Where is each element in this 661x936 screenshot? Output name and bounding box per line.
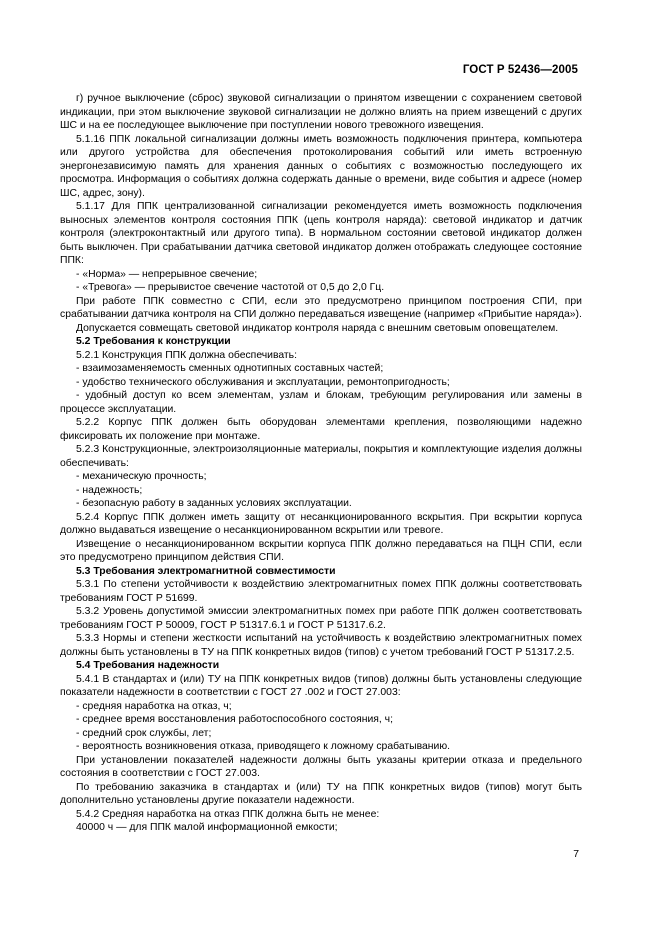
paragraph: При установлении показателей надежности должны быть указаны критерии отказа и предельного состояния в соответствии с ГОСТ 27.003.: [60, 754, 582, 779]
paragraph: По требованию заказчика в стандартах и (или) ТУ на ППК конкретных видов (типов) могут быть дополнительно установлены другие показатели надежности.: [60, 781, 582, 806]
list-item: - среднее время восстановления работоспособного состояния, ч;: [76, 714, 393, 725]
paragraph: 40000 ч — для ППК малой информационной емкости;: [76, 822, 338, 833]
section-heading: 5.2 Требования к конструкции: [76, 336, 231, 347]
paragraph: 5.2.2 Корпус ППК должен быть оборудован элементами крепления, позволяющими надежно фиксировать их положение при монтаже.: [60, 417, 582, 442]
list-item: - «Тревога» — прерывистое свечение частотой от 0,5 до 2,0 Гц.: [76, 282, 385, 293]
paragraph: 5.1.16 ППК локальной сигнализации должны иметь возможность подключения принтера, компьютера или другого устройства для обеспечения протоколирования событий или иметь встроенную энергонезависимую память для хранения данных о событиях с возможностью последующего их просмотра. Информация о событиях должна содержать данные о времени, виде события и адресе (номер ШС, адрес, зону).: [60, 133, 582, 199]
list-item: - вероятность возникновения отказа, приводящего к ложному срабатыванию.: [76, 741, 451, 752]
document-body: [60, 92, 582, 835]
paragraph: 5.1.17 Для ППК централизованной сигнализации рекомендуется иметь возможность подключения выносных элементов контроля состояния ППК (цепь контроля наряда): световой индикатор и датчик контроля (электроконтактный или другого типа). В нормальном состоянии световой индикатор должен быть выключен. При срабатывании датчика световой индикатор должен отображать следующее состояние ППК:: [60, 201, 582, 266]
paragraph: 5.2.3 Конструкционные, электроизоляционные материалы, покрытия и комплектующие изделия должны обеспечивать:: [60, 444, 582, 469]
list-item: - «Норма» — непрерывное свечение;: [76, 268, 258, 280]
paragraph: 5.2.1 Конструкция ППК должна обеспечивать:: [76, 349, 297, 361]
list-item: - взаимозаменяемость сменных однотипных составных частей;: [76, 363, 384, 374]
paragraph: 5.3.3 Нормы и степени жесткости испытаний на устойчивость к воздействию электромагнитных помех должны быть установлены в ТУ на ППК конкретных видов (типов) с учетом требований ГОСТ Р 51317.2.5.: [60, 633, 582, 658]
list-item: - средний срок службы, лет;: [76, 727, 212, 739]
list-item: - удобный доступ ко всем элементам, узлам и блокам, требующим регулирования или замены в процессе эксплуатации.: [60, 390, 582, 415]
paragraph: Допускается совмещать световой индикатор контроля наряда с внешним световым оповещателем.: [76, 322, 559, 334]
paragraph: Извещение о несанкционированном вскрытии корпуса ППК должно передаваться на ПЦН СПИ, если это предусмотрено принципом действия СПИ.: [60, 538, 582, 563]
paragraph: При работе ППК совместно с СПИ, если это предусмотрено принципом построения СПИ, при срабатывании датчика контроля на СПИ должно передаваться извещение (например «Прибытие наряда»).: [60, 295, 582, 320]
list-item: - средняя наработка на отказ, ч;: [76, 700, 232, 712]
paragraph: 5.3.2 Уровень допустимой эмиссии электромагнитных помех при работе ППК должен соответствовать требованиям ГОСТ Р 50009, ГОСТ Р 51317.6.1 и ГОСТ Р 51317.6.2.: [60, 606, 582, 631]
paragraph: 5.4.1 В стандартах и (или) ТУ на ППК конкретных видов (типов) должны быть установлены следующие показатели надежности в соответствии с ГОСТ 27 .002 и ГОСТ 27.003:: [60, 673, 582, 698]
paragraph: 5.4.2 Средняя наработка на отказ ППК должна быть не менее:: [76, 808, 380, 820]
paragraph: 5.2.4 Корпус ППК должен иметь защиту от несанкционированного вскрытия. При вскрытии корпуса должно выдаваться извещение о несанкционированном вскрытии или тревоге.: [60, 511, 582, 536]
list-item: - механическую прочность;: [76, 471, 207, 482]
list-item: - удобство технического обслуживания и эксплуатации, ремонтопригодность;: [76, 376, 450, 388]
section-heading: 5.4 Требования надежности: [76, 660, 220, 671]
section-heading: 5.3 Требования электромагнитной совместимости: [76, 565, 336, 577]
list-item: - надежность;: [76, 484, 143, 496]
document-code-header: ГОСТ Р 52436—2005: [462, 64, 578, 76]
list-item: - безопасную работу в заданных условиях эксплуатации.: [76, 498, 352, 509]
paragraph: 5.3.1 По степени устойчивости к воздействию электромагнитных помех ППК должны соответствовать требованиям ГОСТ Р 51699.: [60, 579, 582, 604]
page-number: 7: [573, 849, 579, 860]
paragraph: г) ручное выключение (сброс) звуковой сигнализации о принятом извещении с сохранением световой индикации, при этом выключение звуковой сигнализации не должно влиять на прием извещений с других ШС и на ее последующее выключение при поступлении нового тревожного извещения.: [60, 93, 582, 131]
